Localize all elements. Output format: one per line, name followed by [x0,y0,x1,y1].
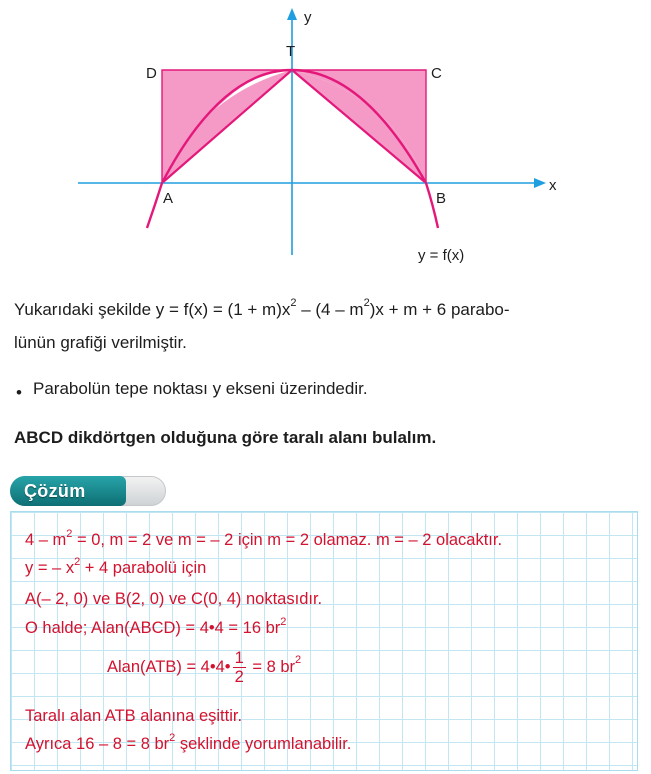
solution-line-1: $4 - m^2 = 0$, m = 2 ve m = – 2 için m = 2 olamaz. m = – 2 olacaktır. [25,527,503,549]
x-axis-label: x [549,177,557,194]
solution-line-5: Alan(ATB) = 4•4• $\frac{1}{2}$ = 8 $br^2$ [107,649,302,686]
problem-line-1: Yukarıdaki şekilde $y = f(x) = (1 + m)x^2 - (4 - m^2)x + m + 6$ parabo- [14,297,510,319]
y-axis-arrow-icon [287,8,297,20]
y-axis-label: y [304,9,312,26]
solution-box [10,511,638,771]
bullet-icon: • [16,383,22,402]
parabola-figure [0,0,651,280]
point-label-d: D [146,65,157,82]
x-axis-arrow-icon [534,178,546,188]
point-label-t: T [286,43,296,60]
solution-line-2: y = – $x^2 + 4$ parabolü için [25,555,207,577]
point-label-c: C [431,65,442,82]
function-label: y = f(x) [418,247,465,264]
question-text: ABCD dikdörtgen olduğuna göre taralı alanı bulalım. [14,428,437,447]
solution-header [10,476,166,506]
bullet-text: Parabolün tepe noktası y ekseni üzerindedir. [33,379,368,398]
problem-line-2: lünün grafiği verilmiştir. [14,333,187,352]
solution-line-4: O halde; Alan(ABCD) = 4•4 = 16 $br^2$ [25,615,287,637]
point-label-a: A [163,190,174,207]
solution-line-7: Ayrıca 16 – 8 = 8 $br^2$ şeklinde yorumlanabilir. [25,731,352,753]
fraction-one-half: $\frac{1}{2}$ [234,649,244,686]
solution-line-3: A(– 2, 0) ve B(2, 0) ve C(0, 4) noktasıdır. [25,590,323,608]
solution-label: Çözüm [10,476,126,506]
solution-line-6: Taralı alan ATB alanına eşittir. [25,707,243,725]
point-label-b: B [436,190,447,207]
